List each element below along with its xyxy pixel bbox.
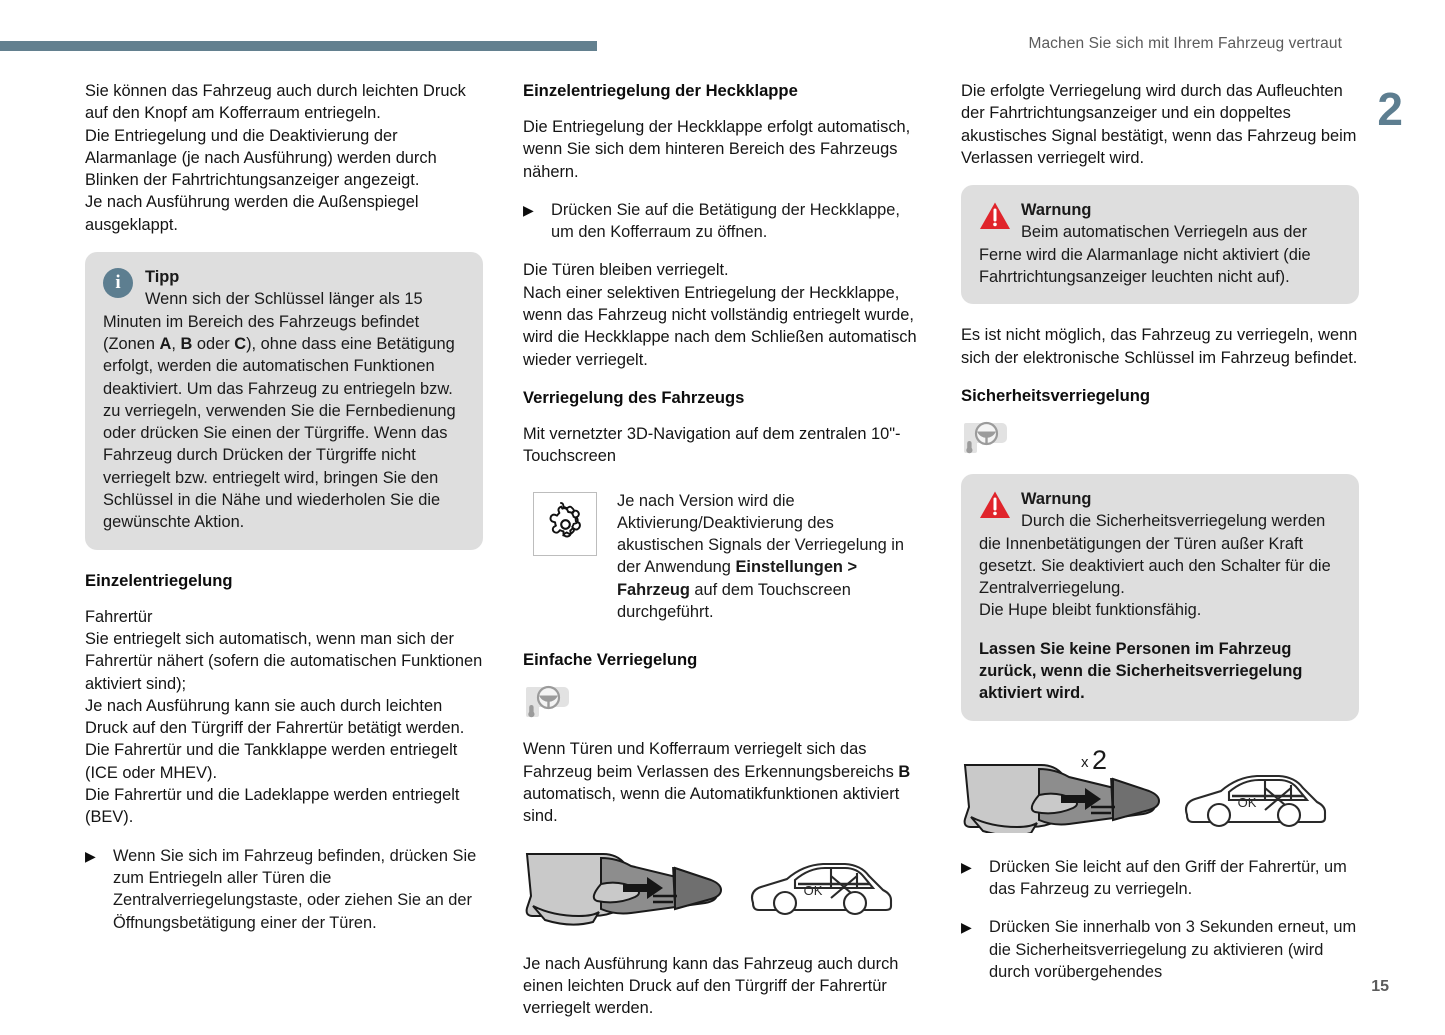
triangle-bullet-icon: ▶ [961,919,972,936]
einfache-paragraph-2: Je nach Ausführung kann das Fahrzeug auch durch einen leichten Druck auf den Türgriff der Fahrertür verriegelt werden. [523,954,899,1018]
triangle-bullet-icon: ▶ [523,201,534,218]
intro-paragraph: Sie können das Fahrzeug auch durch leichten Druck auf den Knopf am Kofferraum entriegeln. Die Entriegelung und die Deaktivierung der Alarmanlage (je nach Ausführung) werden durch Blinken der Fahrtrichtungsanzeiger angezeigt. Je nach Ausführung werden die Außenspiegel ausgeklappt. [85,82,466,234]
fahrertuer-paragraph: Fahrertür Sie entriegelt sich automatisch, wenn man sich der Fahrertür nähert (sofern die automatischen Funktionen aktiviert sind); Je nach Ausführung kann sie auch durch leichten Druck auf den Türgriff der Fahrertür betätigt werden. Die Fahrertür und die Tankklappe werden entriegelt (ICE oder MHEV). Die Fahrertür und die Ladeklappe werden entriegelt (BEV). [85,607,483,827]
zone-b-label: B [898,762,911,781]
heckklappe-paragraph-2: Die Türen bleiben verriegelt. Nach einer selektiven Entriegelung der Heckklappe, wenn das Fahrzeug nicht vollständig entriegelt wurde, wird die Heckklappe nach dem Schließen automatisch wieder verriegelt. [523,261,917,369]
gear-note [523,490,921,624]
header-accent-bar [0,41,597,51]
gear-note-text [617,490,921,624]
steering-wheel-icon [523,685,921,724]
heading-heckklappe: Einzelentriegelung der Heckklappe [523,81,798,100]
list-item-label: Drücken Sie leicht auf den Griff der Fahrertür, um das Fahrzeug zu verriegeln. [989,857,1347,898]
car-side-view-ok-illustration [745,851,893,928]
gear-icon [533,492,597,556]
list-item [961,916,1359,983]
heading-verriegelung: Verriegelung des Fahrzeugs [523,387,745,407]
chapter-number: 2 [1377,83,1403,135]
list-item-label: Drücken Sie auf die Betätigung der Heckklappe, um den Kofferraum zu öffnen. [551,200,900,242]
multiplier-count: 2 [1092,744,1108,775]
verriegelung-paragraph-2: Es ist nicht möglich, das Fahrzeug zu verriegeln, wenn sich der elektronische Schlüssel im Fahrzeug befindet. [961,326,1358,367]
heading-sicherheitsverriegelung: Sicherheitsverriegelung [961,385,1151,405]
tip-title: Tipp [145,268,180,287]
zone-c-label: C [234,334,247,353]
zone-a-label: A [159,334,172,353]
warning-callout-2 [961,474,1359,721]
warning-text: Beim automatischen Verriegeln aus der Ferne wird die Alarmanlage nicht aktiviert (die Fahrtrichtungsanzeiger leuchten nicht auf). [979,223,1311,287]
tip-callout [85,252,483,550]
heckklappe-paragraph-1: Die Entriegelung der Heckklappe erfolgt automatisch, wenn Sie sich dem hinteren Bereich des Fahrzeugs nähern. [523,118,911,181]
list-item-label: Wenn Sie sich im Fahrzeug befinden, drücken Sie zum Entriegeln aller Türen die Zentralverriegelungstaste, oder ziehen Sie an der Öffnungsbetätigung einer der Türen. [113,846,477,932]
warning-bold-text: Lassen Sie keine Personen im Fahrzeug zurück, wenn die Sicherheitsverriegelung aktiviert wird. [979,639,1303,703]
triangle-bullet-icon: ▶ [85,847,96,864]
tip-text-part1: Wenn sich der Schlüssel länger als 15 Minuten im Bereich des Fahrzeugs befindet (Zonen [103,290,423,353]
list-item [85,845,483,934]
verriegelung-paragraph-1: Die erfolgte Verriegelung wird durch das Aufleuchten der Fahrtrichtungsanzeiger und ein doppeltes akustisches Signal bestätigt, wenn das Fahrzeug beim Verlassen verriegelt wird. [961,82,1357,167]
info-icon: i [103,268,133,298]
tip-sep2: oder [192,334,235,353]
triangle-bullet-icon: ▶ [961,858,972,875]
warning-triangle-icon [979,201,1009,231]
zone-b-label: B [180,334,193,353]
car-ok-label: OK [1237,794,1257,810]
page-title: Machen Sie sich mit Ihrem Fahrzeug vertraut [1028,35,1342,52]
hand-pressing-door-handle-illustration [961,741,1169,838]
gear-note-text-part1: Je nach Version wird die Aktivierung/Deaktivierung des akustischen Signals der Verriegelung in der Anwendung [617,491,905,577]
multiplier-x: x [1081,753,1089,771]
warning-callout-1 [961,185,1359,304]
einfache-paragraph-1 [523,738,921,827]
column-middle [523,80,921,1035]
warning-text: Durch die Sicherheitsverriegelung werden die Innenbetätigungen der Türen außer Kraft gesetzt. Sie deaktiviert auch den Schalter für die Zentralverriegelung. Die Hupe bleibt funktionsfähig. [979,512,1331,620]
gear-note-text-part2: auf dem Touchscreen durchgeführt. [617,580,851,622]
list-item [961,856,1359,901]
column-right [961,80,1359,1035]
car-ok-label: OK [803,882,823,898]
list-item [523,199,921,244]
car-side-view-ok-illustration [1179,763,1327,840]
einfache-text-part1: Wenn Türen und Kofferraum verriegelt sich das Fahrzeug beim Verlassen des Erkennungsbereichs [523,740,899,781]
heading-einfache-verriegelung: Einfache Verriegelung [523,650,698,670]
lock-illustration-middle [523,844,921,935]
page-number: 15 [1371,978,1389,995]
column-left [85,80,483,1035]
safety-lock-illustration [961,741,1359,840]
heading-einzelentriegelung: Einzelentriegelung [85,570,233,590]
tip-sep1: , [171,334,181,353]
gear-note-path: Einstellungen > Fahrzeug [617,558,858,599]
navigation-paragraph: Mit vernetzter 3D-Navigation auf dem zentralen 10"-Touchscreen [523,424,901,466]
page-columns [85,80,1360,1035]
warning-title: Warnung [1021,489,1092,508]
warning-title: Warnung [1021,201,1092,220]
tip-text-part2: ), ohne dass eine Betätigung erfolgt, werden die automatischen Funktionen deaktiviert. Um das Fahrzeug zu entriegeln bzw. zu verriegeln, verwenden Sie die Fernbedienung oder drücken Sie einen der Türgriffe. Wenn das Fahrzeug durch Drücken der Türgriffe nicht verriegelt bzw. entriegelt wird, bringen Sie den Schlüssel in die Nähe und wiederholen Sie die gewünschte Aktion. [103,334,456,532]
list-item-label: Drücken Sie innerhalb von 3 Sekunden erneut, um die Sicherheitsverriegelung zu aktivieren (wird durch vorübergehendes [989,918,1357,981]
hand-pressing-door-handle-illustration [523,844,731,935]
einfache-text-part2: automatisch, wenn die Automatikfunktionen aktiviert sind. [523,784,900,826]
warning-triangle-icon [979,490,1009,520]
steering-wheel-icon [961,421,1359,460]
